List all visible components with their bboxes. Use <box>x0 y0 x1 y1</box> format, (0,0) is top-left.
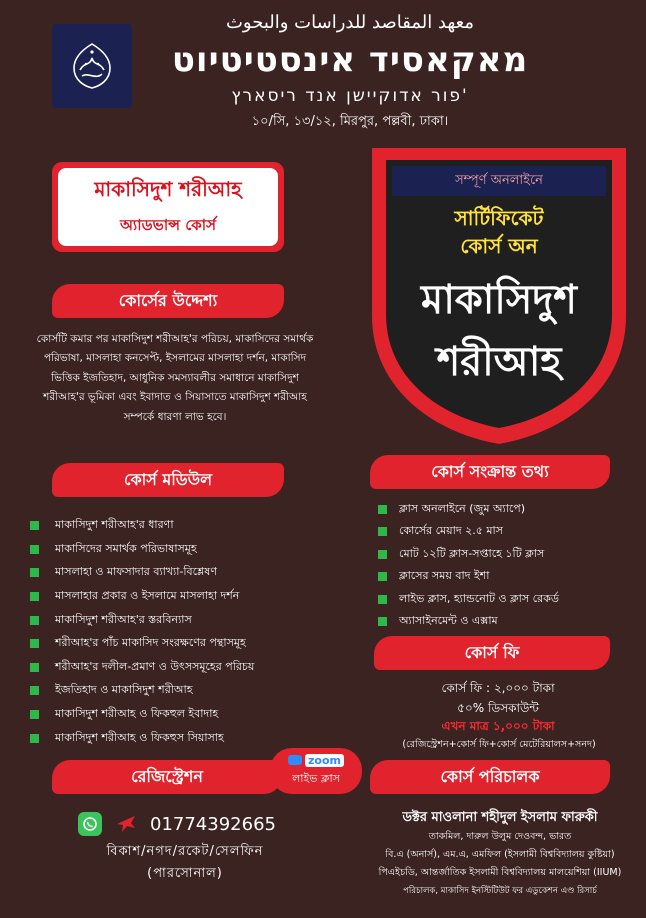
course-info-header: কোর্স সংক্রান্ত তথ্য <box>370 455 610 489</box>
payment-methods: বিকাশ/নগদ/রকেট/সেলফিন <box>106 844 264 859</box>
fee-original: কোর্স ফি : ২,০০০ টাকা <box>441 681 555 695</box>
green-square-bullet-icon <box>30 639 39 648</box>
list-item: মাকাসিদুশ শরীআহ ও ফিকহুস সিয়াসাহ <box>30 726 330 750</box>
course-info-list <box>378 498 638 633</box>
course-name-card <box>58 168 278 246</box>
payment-type: (পারসোনাল) <box>147 866 223 881</box>
director-name: ডক্টর মাওলানা শহীদুল ইসলাম ফারুকী <box>402 810 598 825</box>
green-square-bullet-icon <box>30 616 39 625</box>
live-class-label: লাইভ ক্লাস <box>292 771 340 785</box>
green-square-bullet-icon <box>30 592 39 601</box>
list-item: শরীআহ'র দলীল-প্রমাণ ও উৎসসমূহের পরিচয় <box>30 656 330 680</box>
green-square-bullet-icon <box>30 686 39 695</box>
course-name: মাকাসিদুশ শরীআহ <box>94 177 242 201</box>
green-square-bullet-icon <box>378 617 387 626</box>
list-item: মাকাসিদুশ শরীআহ'র ধারণা <box>30 514 330 538</box>
shield-certificate-label: সার্টিফিকেট <box>454 206 544 230</box>
green-square-bullet-icon <box>378 595 387 604</box>
list-item: ক্লাসের সময় বাদ ইশা <box>378 566 638 589</box>
shield-title-line2: শরীআহ <box>436 339 562 385</box>
zoom-logo: zoom <box>305 754 344 767</box>
shield-course-on-label: কোর্স অন <box>460 234 538 258</box>
institute-address: ১০/সি, ১৩/১২, মিরপুর, পল্লবী, ঢাকা। <box>251 114 449 129</box>
green-square-bullet-icon <box>30 663 39 672</box>
modules-list <box>30 514 330 750</box>
fee-current: এখন মাত্র ১,০০০ টাকা <box>441 719 555 733</box>
list-item: মাকাসিদুশ শরীআহ ও ফিকহুল ইবাদাহ <box>30 703 330 727</box>
list-item: মাকাসিদুশ শরীআহ'র স্তরবিন্যাস <box>30 608 330 632</box>
green-square-bullet-icon <box>30 734 39 743</box>
calligraphy-logo-icon <box>64 40 120 92</box>
zoom-camera-icon <box>288 755 302 765</box>
list-item: শরীআহ'র পাঁচ মাকাসিদ সংরক্ষণের পন্থাসমূহ <box>30 632 330 656</box>
list-item: কোর্সের মেয়াদ ২.৫ মাস <box>378 521 638 544</box>
green-square-bullet-icon <box>30 568 39 577</box>
shield-online-label: সম্পূর্ণ অনলাইনে <box>455 172 543 188</box>
list-item: মাসলাহা ও মাফসাদার ব্যাখ্যা-বিশ্লেষণ <box>30 561 330 585</box>
list-item: মোট ১২টি ক্লাস-সপ্তাহে ১টি ক্লাস <box>378 543 638 566</box>
phone-number[interactable]: 01774392665 <box>150 813 276 835</box>
modules-header: কোর্স মডিউল <box>52 463 284 497</box>
whatsapp-icon[interactable] <box>78 812 102 836</box>
green-square-bullet-icon <box>378 505 387 514</box>
list-item: লাইভ ক্লাস, হ্যান্ডনোট ও ক্লাস রেকর্ড <box>378 588 638 611</box>
list-item: মাকাসিদের সমার্থক পরিভাষাসমূহ <box>30 538 330 562</box>
list-item: ইজতিহাদ ও মাকাসিদুশ শরীআহ <box>30 679 330 703</box>
list-item: মাসলাহার প্রকার ও ইসলামে মাসলাহা দর্শন <box>30 585 330 609</box>
green-square-bullet-icon <box>30 545 39 554</box>
objective-header: কোর্সের উদ্দেশ্য <box>52 284 284 318</box>
zoom-live-badge <box>270 748 362 794</box>
institute-title: מאקאסיד אינסטיטיוט <box>171 40 529 80</box>
director-header: কোর্স পরিচালক <box>370 760 610 794</box>
imo-bird-icon[interactable] <box>114 812 138 836</box>
fee-header: কোর্স ফি <box>374 636 610 670</box>
fee-discount: ৫০% ডিসকাউন্ট <box>457 701 539 715</box>
fee-includes: (রেজিস্ট্রেশন+কোর্স ফি+কোর্স মেটেরিয়ালস+সনদ) <box>402 739 596 750</box>
shield-title-line1: মাকাসিদুশ <box>421 277 577 323</box>
registration-header: রেজিস্ট্রেশন <box>52 760 282 794</box>
list-item: অ্যাসাইনমেন্ট ও এক্সাম <box>378 611 638 634</box>
contact-row <box>78 810 308 838</box>
director-credential-1: তাকমিল, দারুল উলুম দেওবন্দ, ভারত <box>428 831 572 842</box>
arabic-institute-name: معهد المقاصد للدراسات والبحوث <box>225 12 475 33</box>
objective-text: কোর্সটি কমার পর মাকাসিদুশ শরীআহ'র পরিচয়, মাকাসিদের সমার্থক পরিভাষা, মাসলাহা কনসেপ্ট, ইসলামের মাসলাহা দর্শন, মাকাসিদ ভিত্তিক ইজতিহাদ, আধুনিক সমস্যাবলীর সমাধানে মাকাসিদুশ শরীআহ'র ভূমিকা এবং ইবাদাত ও সিয়াসাতে মাকাসিদুশ শরীআহ সম্পর্কে ধারণা লাভ হবে। <box>36 333 314 423</box>
list-item: ক্লাস অনলাইনে (জুম অ্যাপে) <box>378 498 638 521</box>
green-square-bullet-icon <box>378 550 387 559</box>
green-square-bullet-icon <box>30 710 39 719</box>
course-level: অ্যাডভান্স কোর্স <box>119 216 217 234</box>
green-square-bullet-icon <box>378 572 387 581</box>
institute-subtitle: פור אדוקיישן אנד ריסארץ' <box>231 86 469 106</box>
green-square-bullet-icon <box>378 527 387 536</box>
green-square-bullet-icon <box>30 521 39 530</box>
director-credential-2: বি.এ (অনার্স), এম.এ, এমফিল (ইসলামী বিশ্ববিদ্যালয় কুষ্টিয়া) <box>385 849 615 860</box>
director-position: পরিচালক, মাকাসিদ ইনস্টিটিউট ফর এডুকেশন এণ্ড রিসার্চ <box>403 886 597 896</box>
director-credential-3: পিএইচডি, আন্তর্জাতিক ইসলামী বিশ্ববিদ্যালয় মালয়েশিয়া (IIUM) <box>378 867 622 878</box>
institute-logo <box>52 24 132 108</box>
course-name-banner <box>52 162 284 252</box>
